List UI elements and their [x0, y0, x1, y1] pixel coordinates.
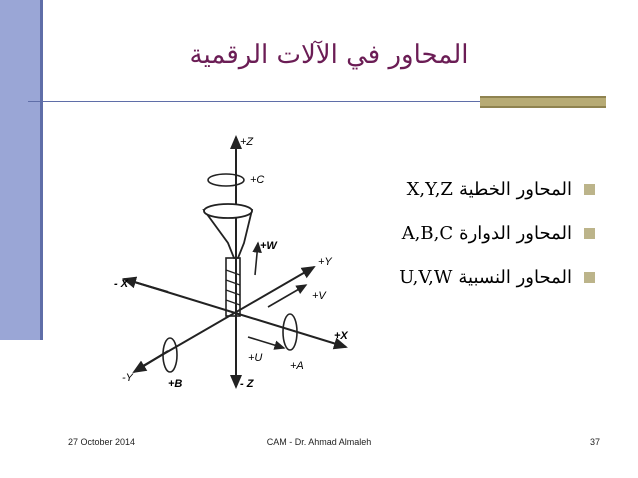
u-plus-arrow	[248, 337, 284, 348]
left-accent-bar	[0, 0, 40, 340]
label-w-plus: +W	[260, 240, 277, 252]
left-accent-bar-edge	[40, 0, 43, 340]
label-u-plus: +U	[248, 352, 263, 364]
label-a-plus: +A	[290, 360, 304, 372]
tool-body	[226, 258, 240, 316]
label-y-minus: -Y	[122, 372, 133, 384]
bullet-arabic-text: المحاور الدوارة	[459, 222, 572, 244]
bullet-latin-text: U,V,W	[399, 266, 453, 288]
label-z-plus: +Z	[240, 136, 254, 148]
bullet-square-icon	[584, 272, 595, 283]
label-v-plus: +V	[312, 290, 326, 302]
bullet-linear-axes	[360, 178, 595, 200]
bullet-arabic-text: المحاور النسبية	[458, 266, 572, 288]
footer-date: 27 October 2014	[68, 437, 136, 447]
tool-flutes	[226, 270, 240, 315]
bullet-latin-text: A,B,C	[401, 222, 454, 244]
label-z-minus: - Z	[240, 378, 254, 390]
label-b-plus: +B	[168, 378, 183, 390]
footer-author: CAM - Dr. Ahmad Almaleh	[266, 437, 372, 447]
title-divider-line	[28, 101, 480, 102]
axes-bullet-list	[360, 178, 595, 310]
footer-page-number: 37	[589, 437, 600, 447]
bullet-rotary-axes	[360, 222, 595, 244]
label-c-plus: +C	[250, 174, 265, 186]
slide-title: المحاور في الآلات الرقمية	[189, 40, 469, 70]
bullet-latin-text: X,Y,Z	[406, 178, 453, 200]
bullet-arabic-text: المحاور الخطية	[458, 178, 572, 200]
bullet-square-icon	[584, 184, 595, 195]
v-plus-arrow	[268, 285, 306, 307]
label-x-minus: - X	[114, 278, 129, 290]
w-plus-arrow	[255, 243, 258, 275]
label-y-plus: +Y	[318, 256, 332, 268]
label-x-plus: +X	[334, 330, 348, 342]
machine-axes-diagram	[108, 125, 368, 400]
x-minus-arrow	[124, 279, 168, 292]
c-rotation-ellipse	[208, 174, 244, 186]
spindle-top	[204, 204, 252, 218]
bullet-relative-axes	[360, 266, 595, 288]
bullet-square-icon	[584, 228, 595, 239]
title-divider-block	[480, 96, 606, 108]
b-rotation-ellipse	[163, 338, 177, 372]
